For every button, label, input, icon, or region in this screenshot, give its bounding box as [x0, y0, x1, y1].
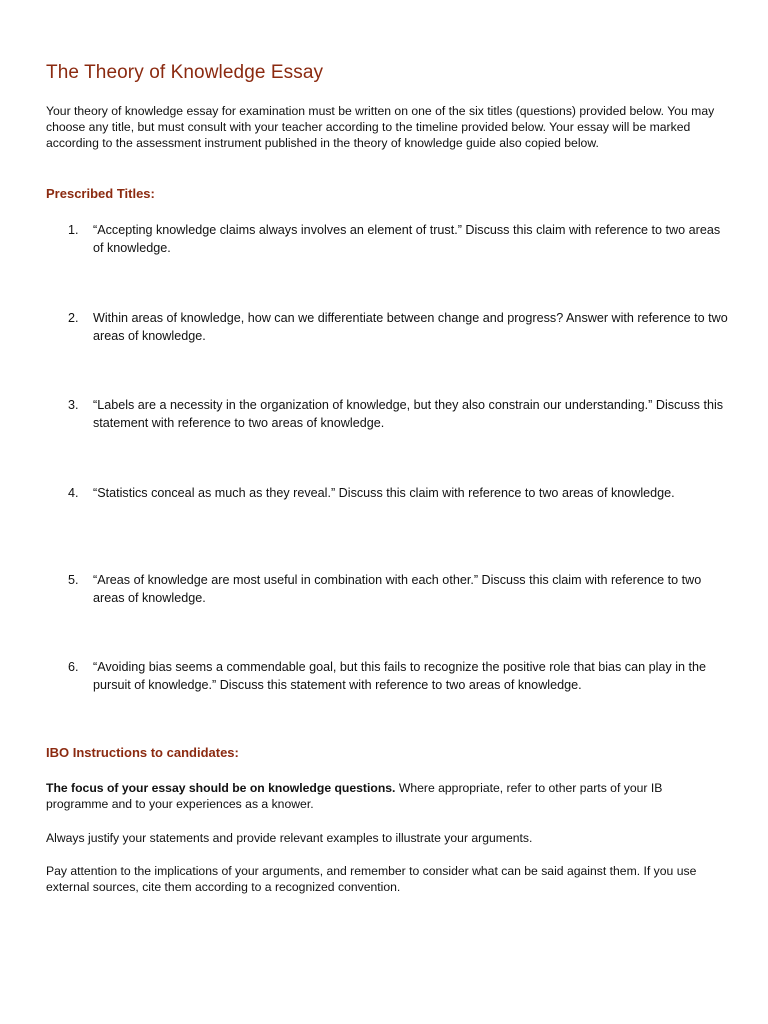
list-item-number: 4. — [68, 486, 79, 500]
ibo-instructions-heading: IBO Instructions to candidates: — [46, 745, 239, 760]
list-item-number: 3. — [68, 398, 79, 412]
list-item-text: “Avoiding bias seems a commendable goal, but this fails to recognize the positive role that bias can play in the pursuit of knowledge.” Discuss this statement with reference to two areas of knowledge. — [93, 660, 707, 692]
intro-paragraph: Your theory of knowledge essay for examination must be written on one of the six titles (questions) provided below. You may choose any title, but must consult with your teacher according to the timeline provided below. Your essay will be marked according to the assessment instrument published in the theory of knowledge guide also copied below. — [46, 104, 715, 151]
list-item — [68, 658, 728, 694]
instruction-text: Where appropriate, refer to other parts of your IB programme and to your experiences as a knower. — [46, 781, 663, 812]
list-item-text: “Statistics conceal as much as they reveal.” Discuss this claim with reference to two areas of knowledge. — [93, 486, 675, 500]
list-item-text: “Areas of knowledge are most useful in combination with each other.” Discuss this claim with reference to two areas of knowledge. — [93, 573, 702, 605]
list-item-text: Within areas of knowledge, how can we differentiate between change and progress? Answer with reference to two areas of knowledge. — [93, 311, 728, 343]
list-item-text: “Accepting knowledge claims always involves an element of trust.” Discuss this claim with reference to two areas of knowledge. — [93, 223, 721, 255]
list-item-number: 1. — [68, 223, 79, 237]
instruction-text: Pay attention to the implications of your arguments, and remember to consider what can be said against them. If you use external sources, cite them according to a recognized convention. — [46, 864, 697, 895]
list-item — [68, 221, 728, 257]
instruction-text: Always justify your statements and provide relevant examples to illustrate your arguments. — [46, 831, 533, 845]
instruction-bold-lead: The focus of your essay should be on knowledge questions. — [46, 781, 396, 795]
list-item — [68, 484, 728, 502]
prescribed-titles-heading: Prescribed Titles: — [46, 186, 155, 201]
instruction-paragraph — [46, 863, 726, 895]
list-item — [68, 396, 728, 432]
instruction-paragraph — [46, 780, 726, 812]
list-item-number: 6. — [68, 660, 79, 674]
page-title: The Theory of Knowledge Essay — [46, 62, 324, 83]
list-item — [68, 571, 728, 607]
list-item-number: 2. — [68, 311, 79, 325]
list-item — [68, 309, 728, 345]
instruction-paragraph — [46, 830, 726, 846]
list-item-text: “Labels are a necessity in the organization of knowledge, but they also constrain our understanding.” Discuss this statement with reference to two areas of knowledge. — [93, 398, 724, 430]
list-item-number: 5. — [68, 573, 79, 587]
